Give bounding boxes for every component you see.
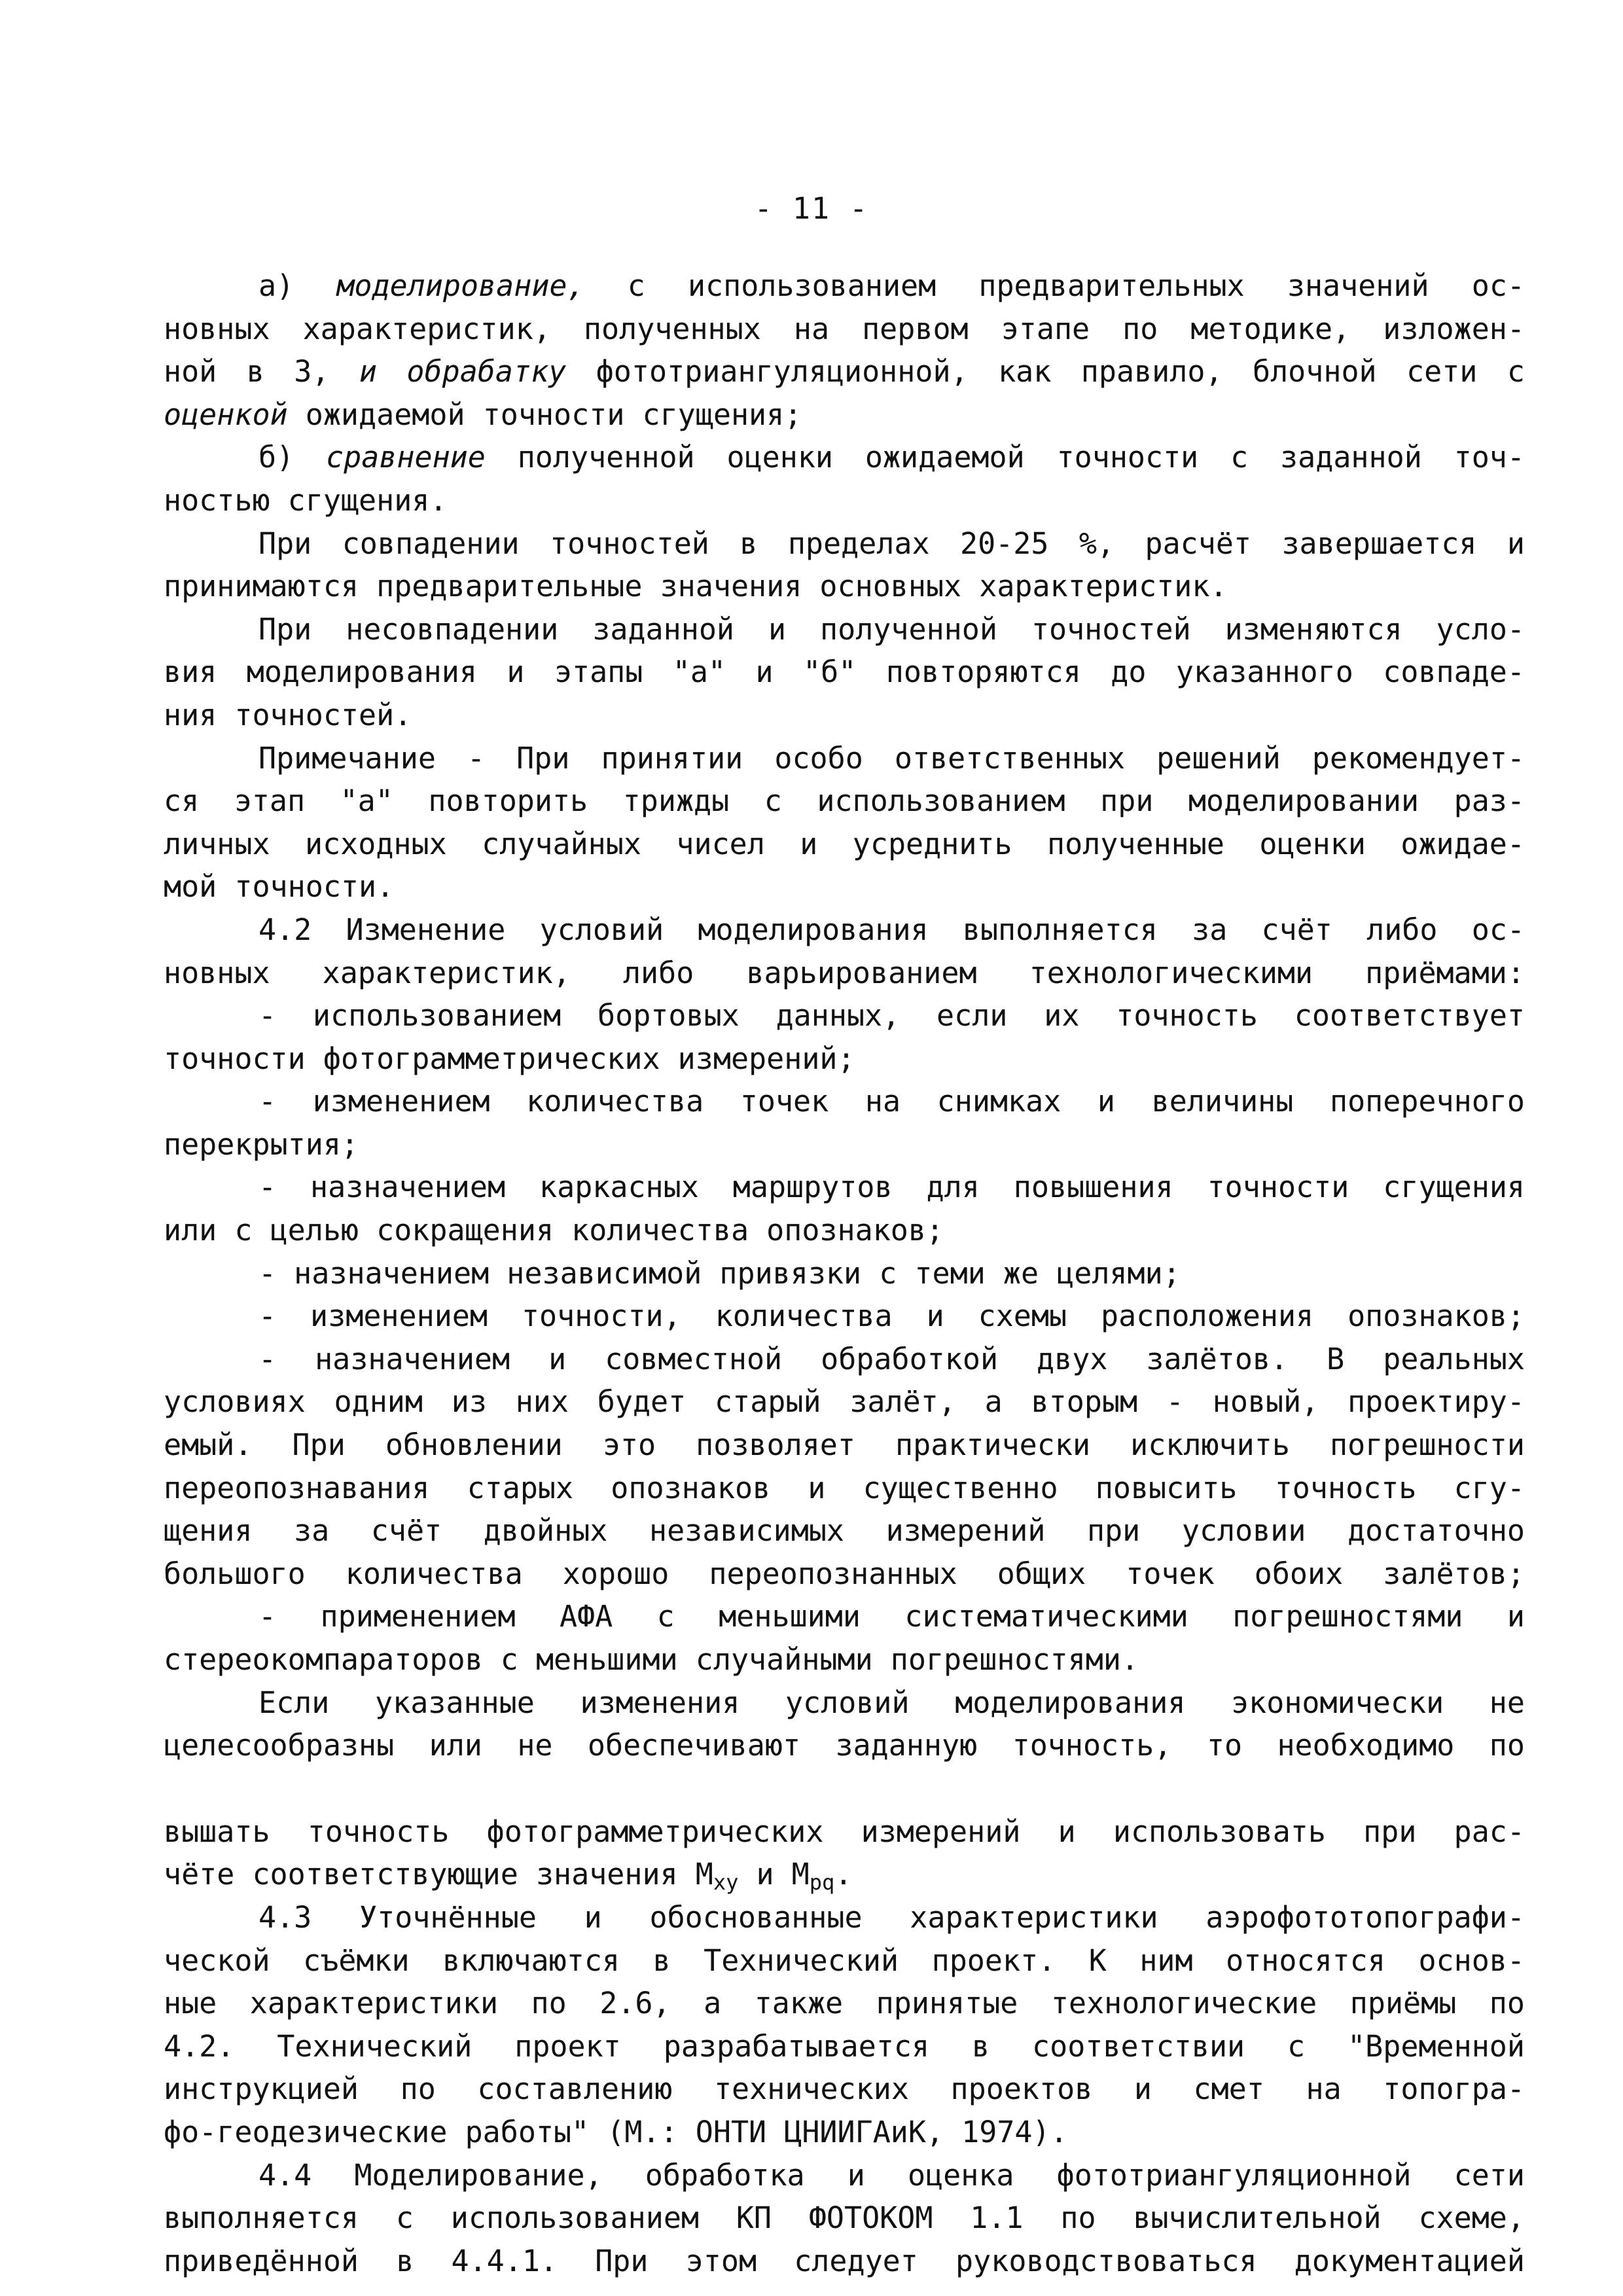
text-segment: фототриангуляционной, как правило, блочной сети с xyxy=(566,354,1525,389)
text-segment: а) xyxy=(259,268,337,303)
text-segment: ные характеристики по 2.6, а также принятые технологические приёмы по xyxy=(164,1986,1525,2021)
text-segment: ожидаемой точности сгущения; xyxy=(287,397,802,432)
text-segment: - изменением количества точек на снимках и величины поперечного xyxy=(259,1084,1525,1119)
text-line xyxy=(164,952,1525,995)
text-line xyxy=(164,994,1525,1037)
text-line xyxy=(164,908,1525,952)
page-number: - 11 - xyxy=(754,191,869,226)
text-line xyxy=(164,436,1525,479)
text-segment: условиях одним из них будет старый залёт, а вторым - новый, проектиру- xyxy=(164,1384,1525,1420)
text-line xyxy=(164,1595,1525,1638)
text-segment: принимаются предварительные значения основных характеристик. xyxy=(164,569,1228,604)
text-line xyxy=(164,1681,1525,1725)
text-line xyxy=(164,1209,1525,1252)
italic-term: моделирование, xyxy=(336,268,585,303)
text-line xyxy=(164,2068,1525,2111)
text-line xyxy=(164,1467,1525,1510)
text-line xyxy=(164,2154,1525,2197)
text-segment: - изменением точности, количества и схемы расположения опознаков; xyxy=(259,1299,1525,1334)
text-line xyxy=(164,1853,1525,1896)
text-line xyxy=(164,865,1525,908)
text-segment: ческой съёмки включаются в Технический проект. К ним относятся основ- xyxy=(164,1943,1525,1978)
text-line xyxy=(164,350,1525,393)
text-segment: точности фотограмметрических измерений; xyxy=(164,1041,855,1076)
text-segment: ся этап "а" повторить трижды с использованием при моделировании раз- xyxy=(164,783,1525,819)
text-segment: емый. При обновлении это позволяет практически исключить погрешности xyxy=(164,1427,1525,1463)
text-segment: 4.3 Уточнённые и обоснованные характеристики аэрофототопографи- xyxy=(259,1899,1525,1935)
text-segment: При совпадении точностей в пределах 20-25 %, расчёт завершается и xyxy=(259,526,1525,561)
text-line xyxy=(164,1638,1525,1681)
text-line xyxy=(164,2197,1525,2240)
text-line xyxy=(164,522,1525,565)
text-segment: - назначением и совместной обработкой двух залётов. В реальных xyxy=(259,1341,1525,1376)
document-body xyxy=(164,264,1525,2282)
text-line xyxy=(164,1037,1525,1081)
text-line xyxy=(164,1509,1525,1552)
text-segment: б) xyxy=(259,440,327,475)
text-line xyxy=(164,2240,1525,2283)
text-segment: или с целью сокращения количества опознаков; xyxy=(164,1213,944,1248)
text-line xyxy=(164,1724,1525,1767)
text-line xyxy=(164,1552,1525,1596)
text-segment: ной в 3, xyxy=(164,354,359,389)
subscript: xy xyxy=(713,1870,739,1895)
text-segment: 4.2. Технический проект разрабатывается в соответствии с "Временной xyxy=(164,2028,1525,2064)
italic-term: сравнение xyxy=(326,440,486,475)
italic-term: оценкой xyxy=(164,397,288,432)
text-segment: вия моделирования и этапы "а" и "б" повторяются до указанного совпаде- xyxy=(164,655,1525,690)
text-line xyxy=(164,1295,1525,1338)
text-line xyxy=(164,1166,1525,1209)
italic-term: и обрабатку xyxy=(359,354,567,389)
text-segment: 4.2 Изменение условий моделирования выполняется за счёт либо ос- xyxy=(259,912,1525,947)
text-line xyxy=(164,565,1525,608)
text-line xyxy=(164,1080,1525,1123)
text-segment: щения за счёт двойных независимых измерений при условии достаточно xyxy=(164,1513,1525,1549)
text-segment: чёте соответствующие значения M xyxy=(164,1857,713,1892)
text-segment: приведённой в 4.4.1. При этом следует руководствоваться документацией xyxy=(164,2243,1525,2278)
text-segment: переопознавания старых опознаков и существенно повысить точность сгу- xyxy=(164,1470,1525,1505)
text-line xyxy=(164,694,1525,737)
text-line xyxy=(164,1338,1525,1381)
text-segment: - использованием бортовых данных, если их точность соответствует xyxy=(259,998,1525,1033)
text-segment: - назначением каркасных маршрутов для повышения точности сгущения xyxy=(259,1170,1525,1205)
text-segment: выполняется с использованием КП ФОТОКОМ 1.1 по вычислительной схеме, xyxy=(164,2200,1525,2236)
text-segment: - назначением независимой привязки с теми же целями; xyxy=(259,1255,1181,1291)
text-line xyxy=(164,1939,1525,1982)
text-segment: . xyxy=(834,1857,853,1892)
text-line xyxy=(164,1982,1525,2025)
text-line xyxy=(164,2025,1525,2068)
text-segment: стереокомпараторов с меньшими случайными погрешностями. xyxy=(164,1642,1139,1677)
text-segment: инструкцией по составлению технических проектов и смет на топогра- xyxy=(164,2072,1525,2107)
text-line xyxy=(164,1123,1525,1166)
text-line xyxy=(164,651,1525,694)
text-segment: Если указанные изменения условий моделирования экономически не xyxy=(259,1685,1525,1720)
text-segment: целесообразны или не обеспечивают заданную точность, то необходимо по xyxy=(164,1728,1525,1763)
subscript: pq xyxy=(809,1870,835,1895)
text-segment: большого количества хорошо переопознанных общих точек обоих залётов; xyxy=(164,1556,1525,1591)
text-segment: фо-геодезические работы" (М.: ОНТИ ЦНИИГАиК, 1974). xyxy=(164,2114,1068,2149)
text-line xyxy=(164,1380,1525,1424)
text-segment: новных характеристик, полученных на первом этапе по методике, изложен- xyxy=(164,311,1525,346)
text-line xyxy=(164,264,1525,308)
text-segment: новных характеристик, либо варьированием технологическими приёмами: xyxy=(164,955,1525,990)
text-line xyxy=(164,1896,1525,1939)
text-line xyxy=(164,1252,1525,1295)
text-segment: ния точностей. xyxy=(164,697,412,732)
text-segment: 4.4 Моделирование, обработка и оценка фототриангуляционной сети xyxy=(259,2157,1525,2193)
text-line xyxy=(164,2111,1525,2154)
text-line xyxy=(164,608,1525,651)
text-segment: перекрытия; xyxy=(164,1126,359,1162)
text-segment: ностью сгущения. xyxy=(164,482,448,518)
text-line xyxy=(164,1424,1525,1467)
text-line xyxy=(164,308,1525,351)
text-line xyxy=(164,479,1525,522)
page-break-gap xyxy=(164,1767,1525,1810)
text-segment: При несовпадении заданной и полученной точностей изменяются усло- xyxy=(259,611,1525,647)
text-segment: Примечание - При принятии особо ответственных решений рекомендует- xyxy=(259,740,1525,776)
text-segment: мой точности. xyxy=(164,869,395,905)
text-segment: личных исходных случайных чисел и усреднить полученные оценки ожидае- xyxy=(164,826,1525,861)
text-segment: - применением АФА с меньшими систематическими погрешностями и xyxy=(259,1599,1525,1634)
text-line xyxy=(164,823,1525,866)
text-line xyxy=(164,737,1525,780)
text-segment: полученной оценки ожидаемой точности с заданной точ- xyxy=(485,440,1525,475)
text-segment: и M xyxy=(738,1857,810,1892)
text-line xyxy=(164,1810,1525,1854)
text-segment: вышать точность фотограмметрических измерений и использовать при рас- xyxy=(164,1814,1525,1849)
text-line xyxy=(164,780,1525,823)
text-segment: с использованием предварительных значений ос- xyxy=(584,268,1525,303)
text-line xyxy=(164,393,1525,437)
